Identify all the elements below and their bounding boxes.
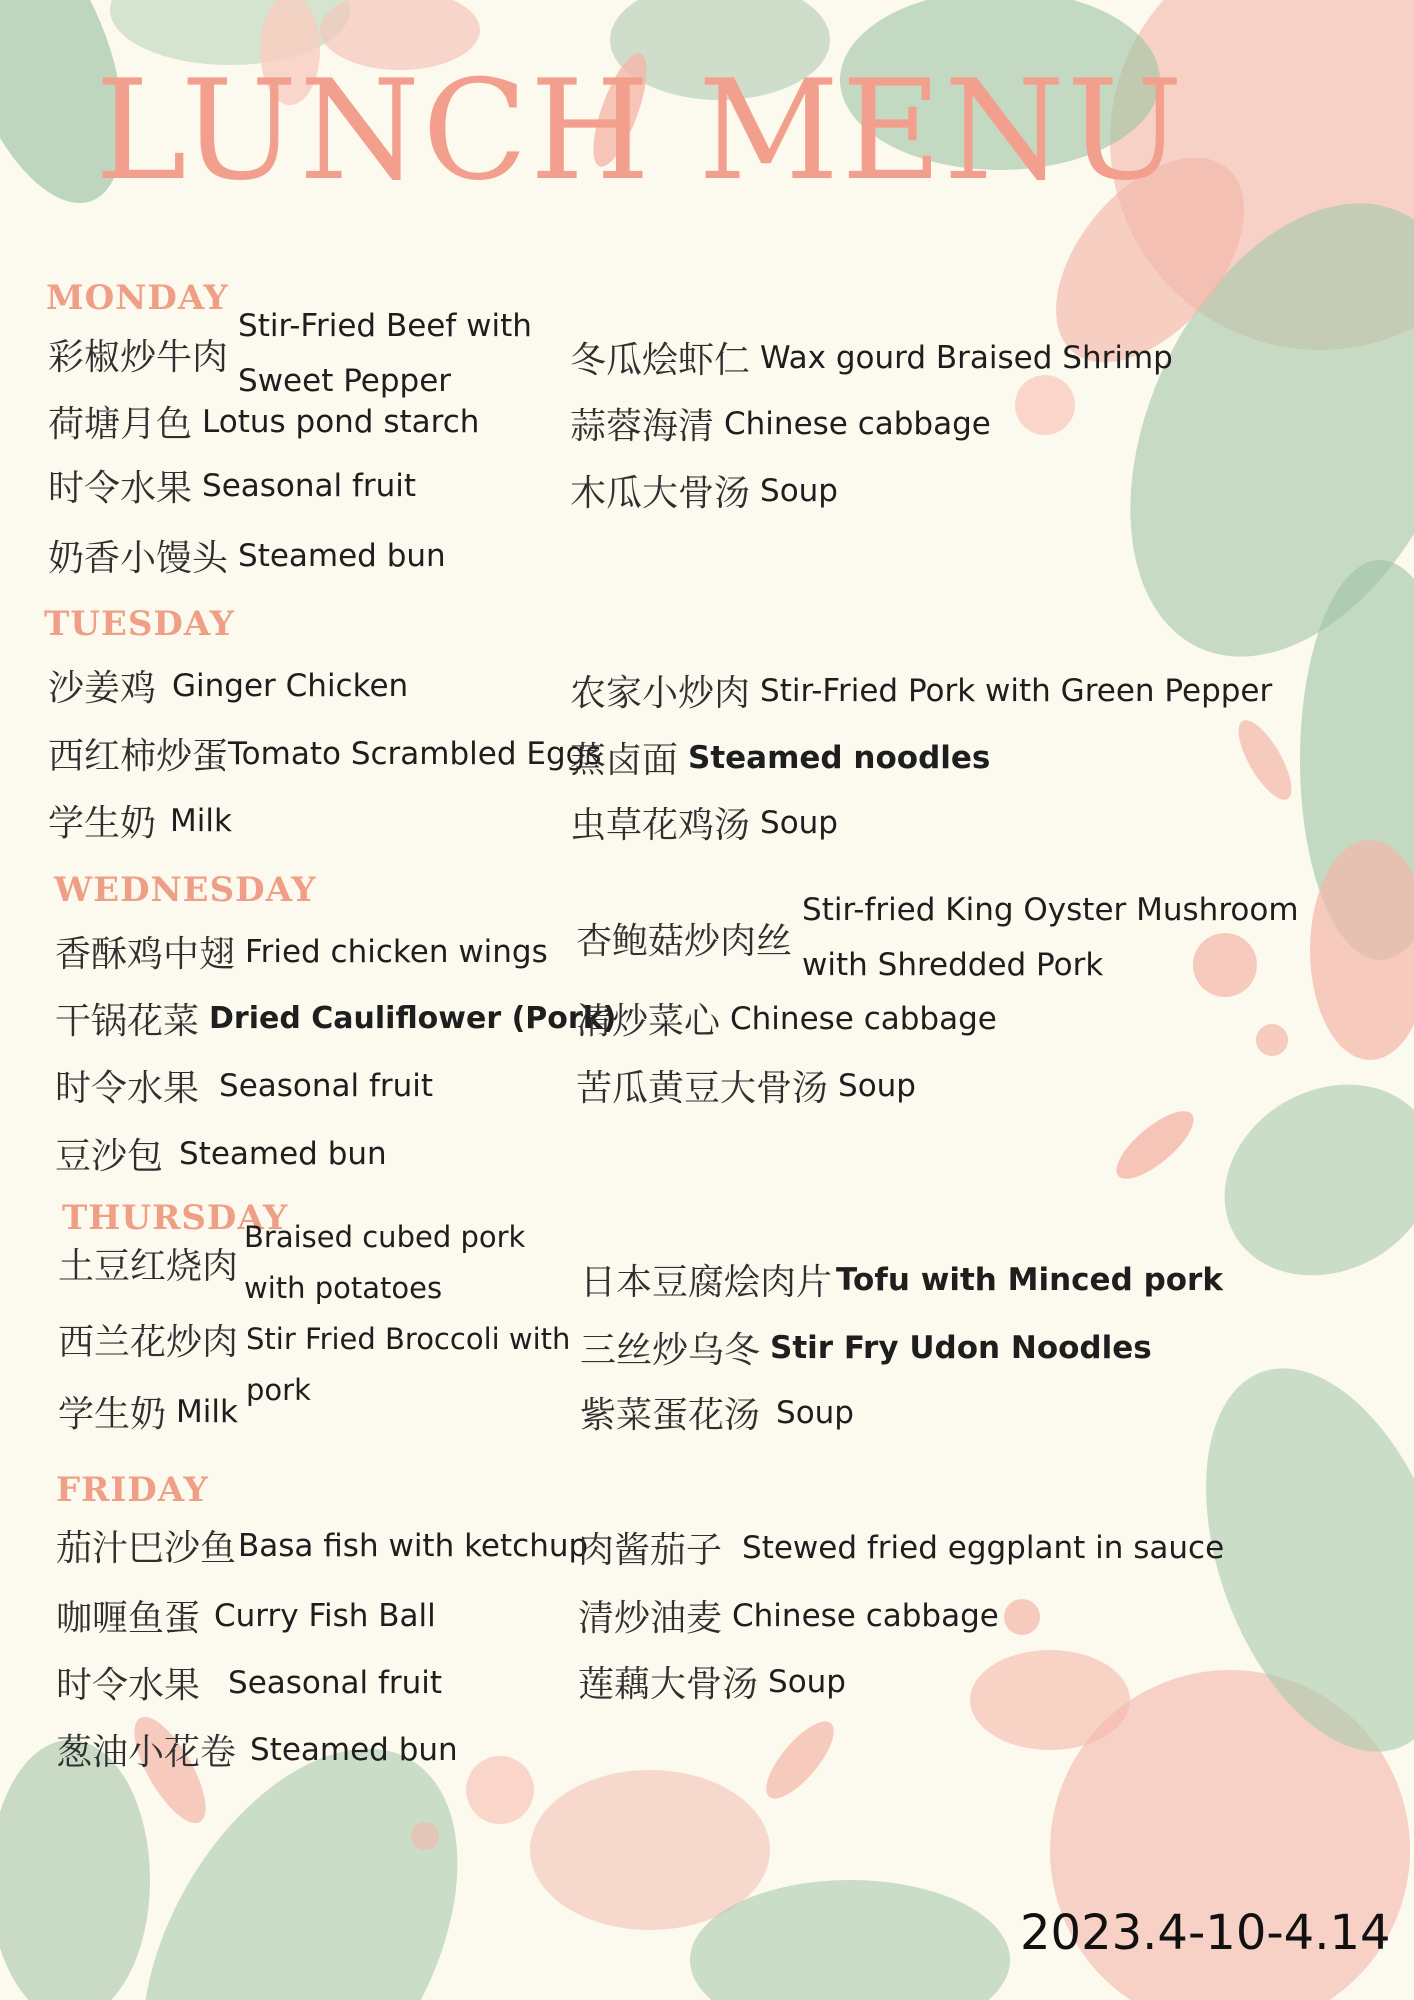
dish-chinese-name: 冬瓜烩虾仁 bbox=[570, 340, 751, 381]
list-item bbox=[56, 1520, 588, 1571]
list-item bbox=[570, 732, 990, 783]
dish-chinese-name: 时令水果 bbox=[56, 1665, 201, 1706]
dish-english-name: Stir-Fried Beef with Sweet Pepper bbox=[238, 308, 532, 399]
dish-chinese-name: 咖喱鱼蛋 bbox=[56, 1598, 201, 1639]
dish-chinese-name: 豆沙包 bbox=[55, 1136, 164, 1177]
dish-english-name: Seasonal fruit bbox=[228, 1664, 443, 1701]
dish-chinese-name: 日本豆腐烩肉片 bbox=[580, 1262, 833, 1303]
list-item bbox=[48, 396, 479, 447]
list-item bbox=[48, 660, 408, 711]
list-item bbox=[578, 1522, 1224, 1573]
dish-english-name: Braised cubed pork with potatoes bbox=[244, 1220, 526, 1305]
dish-chinese-name: 蒜蓉海清 bbox=[570, 406, 715, 447]
dish-english-name: Dried Cauliflower (Pork) bbox=[209, 1001, 617, 1036]
dish-chinese-name: 茄汁巴沙鱼 bbox=[56, 1528, 237, 1569]
dish-chinese-name: 学生奶 bbox=[58, 1394, 167, 1435]
dish-english-name: Soup bbox=[776, 1394, 854, 1431]
dish-chinese-name: 香酥鸡中翅 bbox=[55, 934, 236, 975]
dish-english-name: Milk bbox=[170, 802, 232, 839]
dish-english-name: Stir Fried Broccoli with pork bbox=[246, 1322, 571, 1407]
dish-chinese-name: 三丝炒乌冬 bbox=[580, 1330, 761, 1371]
dish-chinese-name: 彩椒炒牛肉 bbox=[48, 336, 229, 378]
page-title: LUNCH MENU bbox=[95, 50, 1186, 211]
dish-english-name: Lotus pond starch bbox=[202, 403, 480, 440]
dish-english-name: Stewed fried eggplant in sauce bbox=[742, 1529, 1225, 1566]
dish-english-name: Steamed bun bbox=[238, 537, 446, 574]
list-item bbox=[576, 1060, 916, 1111]
list-item bbox=[580, 1322, 1152, 1373]
list-item bbox=[58, 1212, 584, 1314]
dish-chinese-name: 奶香小馒头 bbox=[48, 538, 229, 579]
list-item bbox=[580, 1254, 1223, 1305]
dish-chinese-name: 清炒油麦 bbox=[578, 1598, 723, 1639]
dish-english-name: Basa fish with ketchup bbox=[238, 1527, 589, 1564]
dish-english-name: Wax gourd Braised Shrimp bbox=[760, 339, 1173, 376]
dish-chinese-name: 西红柿炒蛋 bbox=[48, 736, 229, 777]
dish-english-name: Seasonal fruit bbox=[202, 467, 417, 504]
list-item bbox=[55, 926, 548, 977]
list-item bbox=[56, 1724, 458, 1775]
dish-english-name: Tomato Scrambled Eggs bbox=[228, 735, 602, 772]
dish-english-name: Chinese cabbage bbox=[730, 1000, 997, 1037]
dish-chinese-name: 农家小炒肉 bbox=[570, 673, 751, 714]
dish-chinese-name: 莲藕大骨汤 bbox=[578, 1664, 759, 1705]
list-item bbox=[48, 299, 538, 409]
list-item bbox=[58, 1386, 238, 1437]
dish-english-name: Steamed noodles bbox=[688, 739, 991, 776]
dish-chinese-name: 西兰花炒肉 bbox=[58, 1322, 239, 1363]
dish-chinese-name: 沙姜鸡 bbox=[48, 668, 157, 709]
list-item bbox=[580, 1387, 854, 1438]
dish-english-name: Stir-fried King Oyster Mushroom with Shredded Pork bbox=[802, 892, 1299, 983]
day-heading-tuesday: TUESDAY bbox=[44, 604, 235, 644]
dish-chinese-name: 葱油小花卷 bbox=[56, 1732, 237, 1773]
dish-chinese-name: 干锅花菜 bbox=[55, 1001, 200, 1042]
dish-english-name: Soup bbox=[838, 1067, 916, 1104]
dish-english-name: Ginger Chicken bbox=[172, 667, 409, 704]
list-item bbox=[55, 993, 616, 1044]
dish-chinese-name: 紫菜蛋花汤 bbox=[580, 1395, 761, 1436]
list-item bbox=[576, 883, 1352, 993]
list-item bbox=[570, 797, 838, 848]
date-range: 2023.4-10-4.14 bbox=[1020, 1905, 1391, 1961]
list-item bbox=[55, 1128, 387, 1179]
list-item bbox=[570, 398, 991, 449]
list-item bbox=[570, 332, 1173, 383]
dish-english-name: Seasonal fruit bbox=[219, 1067, 434, 1104]
list-item bbox=[56, 1657, 442, 1708]
dish-english-name: Chinese cabbage bbox=[724, 405, 991, 442]
dish-chinese-name: 学生奶 bbox=[48, 803, 157, 844]
dish-english-name: Stir-Fried Pork with Green Pepper bbox=[760, 672, 1273, 709]
list-item bbox=[55, 1060, 433, 1111]
dish-chinese-name: 土豆红烧肉 bbox=[58, 1245, 239, 1287]
list-item bbox=[578, 1656, 846, 1707]
list-item bbox=[48, 728, 601, 779]
dish-chinese-name: 苦瓜黄豆大骨汤 bbox=[576, 1068, 829, 1109]
dish-english-name: Curry Fish Ball bbox=[214, 1597, 436, 1634]
dish-chinese-name: 蒸卤面 bbox=[570, 740, 679, 781]
dish-english-name: Chinese cabbage bbox=[732, 1597, 999, 1634]
dish-chinese-name: 时令水果 bbox=[55, 1068, 200, 1109]
day-heading-friday: FRIDAY bbox=[56, 1470, 209, 1510]
dish-english-name: Soup bbox=[768, 1663, 846, 1700]
list-item bbox=[48, 460, 416, 511]
dish-chinese-name: 荷塘月色 bbox=[48, 404, 193, 445]
dish-english-name: Milk bbox=[176, 1393, 238, 1430]
dish-chinese-name: 杏鲍菇炒肉丝 bbox=[576, 920, 793, 962]
list-item bbox=[56, 1590, 436, 1641]
list-item bbox=[48, 795, 232, 846]
dish-english-name: Soup bbox=[760, 804, 838, 841]
dish-english-name: Tofu with Minced pork bbox=[836, 1261, 1223, 1298]
dish-english-name: Soup bbox=[760, 472, 838, 509]
day-heading-monday: MONDAY bbox=[46, 278, 229, 318]
list-item bbox=[570, 665, 1272, 716]
dish-english-name: Fried chicken wings bbox=[245, 933, 548, 970]
list-item bbox=[570, 465, 838, 516]
dish-english-name: Steamed bun bbox=[250, 1731, 458, 1768]
dish-chinese-name: 清炒菜心 bbox=[576, 1001, 721, 1042]
dish-chinese-name: 时令水果 bbox=[48, 468, 193, 509]
dish-chinese-name: 木瓜大骨汤 bbox=[570, 473, 751, 514]
list-item bbox=[48, 530, 446, 581]
list-item bbox=[576, 993, 997, 1044]
dish-english-name: Steamed bun bbox=[179, 1135, 387, 1172]
dish-chinese-name: 虫草花鸡汤 bbox=[570, 805, 751, 846]
dish-english-name: Stir Fry Udon Noodles bbox=[770, 1329, 1152, 1366]
list-item bbox=[578, 1590, 999, 1641]
dish-chinese-name: 肉酱茄子 bbox=[578, 1530, 723, 1571]
day-heading-thursday: THURSDAY bbox=[62, 1198, 289, 1238]
day-heading-wednesday: WEDNESDAY bbox=[54, 870, 317, 910]
